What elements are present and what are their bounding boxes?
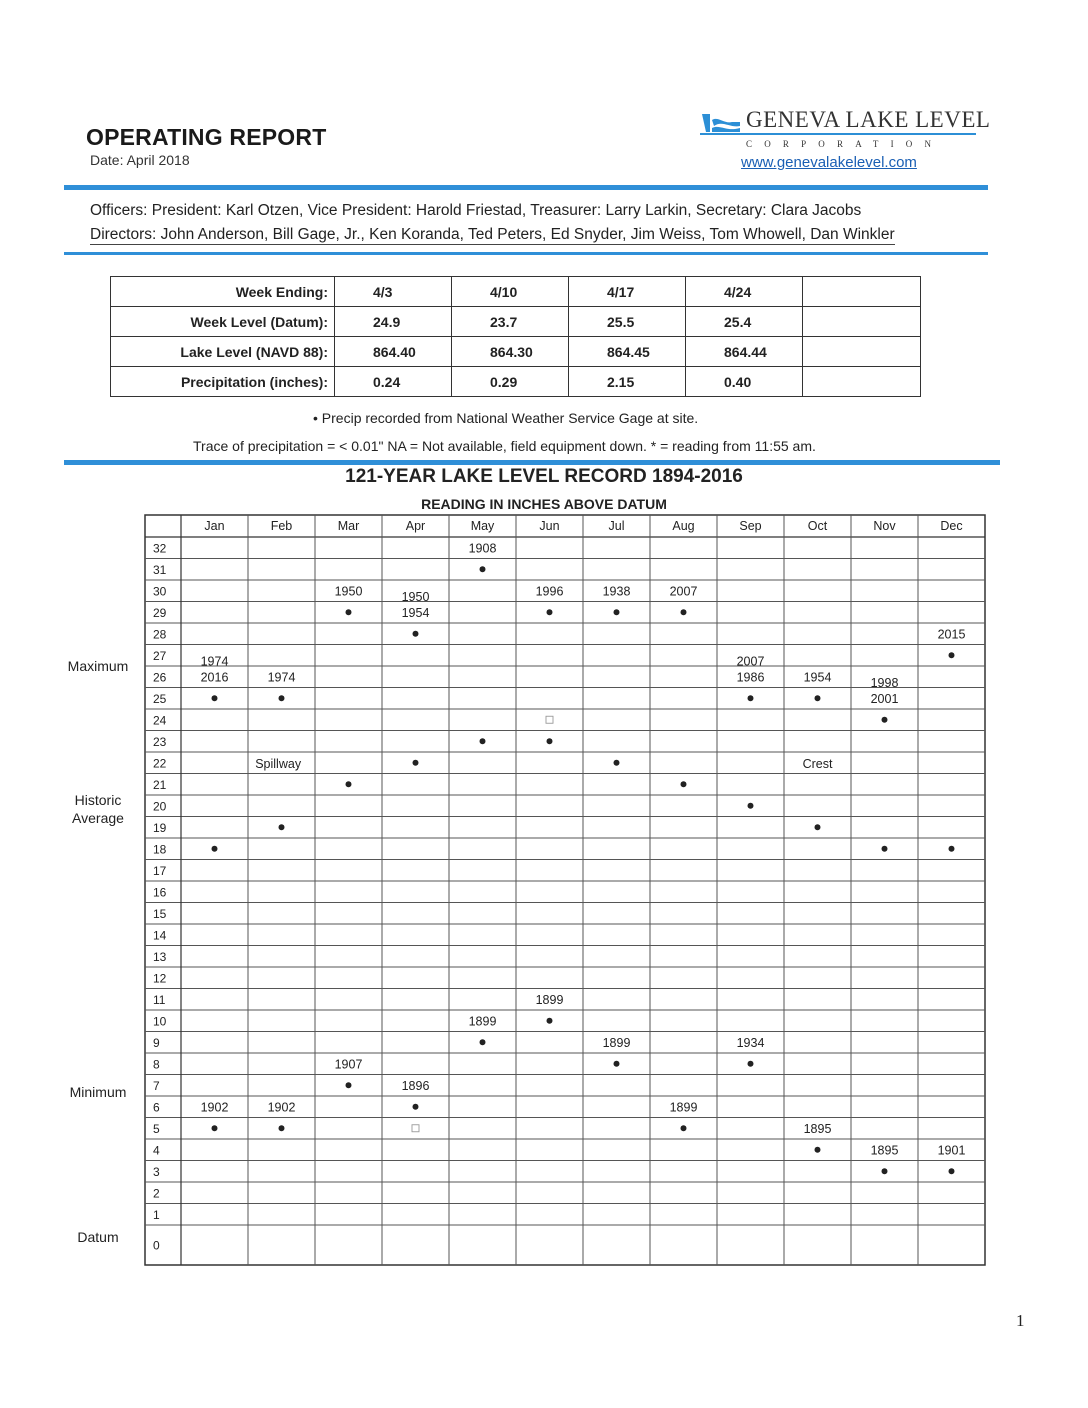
level-label: 32 — [153, 541, 167, 556]
average-dot — [480, 738, 486, 744]
level-label: 1 — [153, 1207, 160, 1222]
level-label: 10 — [153, 1014, 167, 1029]
table-cell: 2.15 — [569, 367, 686, 397]
minimum-year: 1934 — [736, 1036, 765, 1050]
current-reading-marker — [546, 716, 553, 723]
report-date: Date: April 2018 — [90, 152, 190, 168]
trace-note: Trace of precipitation = < 0.01" NA = Not available, field equipment down. * = reading from 11:55 am. — [193, 438, 816, 454]
row-label: Precipitation (inches): — [111, 367, 335, 397]
minimum-year: 1901 — [937, 1143, 966, 1158]
level-label: 31 — [153, 562, 167, 577]
minimum-label: Minimum — [69, 1084, 127, 1100]
level-label: 18 — [153, 842, 167, 857]
maximum-year: 1950 — [334, 584, 363, 599]
average-dot — [614, 760, 620, 766]
month-header: Jul — [608, 519, 625, 533]
page-number: 1 — [1016, 1311, 1025, 1330]
minimum-year: 1895 — [803, 1122, 832, 1136]
maximum-year: 2001 — [870, 692, 899, 706]
maximum-dot — [681, 609, 687, 615]
minimum-dot — [882, 1168, 888, 1174]
level-label: 14 — [153, 928, 167, 943]
month-header: Oct — [807, 519, 828, 533]
minimum-year: 1895 — [870, 1143, 899, 1158]
average-dot — [212, 846, 218, 852]
level-label: 2 — [153, 1186, 160, 1201]
minimum-year: 1907 — [334, 1057, 363, 1072]
month-header: May — [470, 519, 495, 533]
maximum-dot — [212, 695, 218, 701]
maximum-dot — [949, 652, 955, 658]
average-dot — [413, 760, 419, 766]
minimum-dot — [815, 1147, 821, 1153]
page-title: OPERATING REPORT — [86, 124, 327, 150]
table-cell: 4/3 — [335, 277, 452, 307]
level-label: 24 — [153, 713, 167, 728]
level-label: 4 — [153, 1143, 160, 1158]
level-label: 30 — [153, 584, 167, 599]
maximum-year: 2007 — [736, 654, 765, 669]
table-cell: 0.29 — [452, 367, 569, 397]
minimum-dot — [547, 1018, 553, 1024]
maximum-dot — [346, 609, 352, 615]
row-label: Week Level (Datum): — [111, 307, 335, 337]
maximum-year: 1950 — [401, 590, 430, 604]
level-label: 21 — [153, 777, 167, 792]
minimum-dot — [413, 1104, 419, 1110]
table-cell: 0.40 — [686, 367, 803, 397]
month-header: Jun — [539, 519, 560, 533]
officers-line: Officers: President: Karl Otzen, Vice President: Harold Friestad, Treasurer: Larry Larkin, Secretary: Clara Jacobs — [90, 202, 862, 219]
chart-subtitle: READING IN INCHES ABOVE DATUM — [421, 496, 667, 512]
maximum-year: 2015 — [937, 627, 966, 642]
month-header: Aug — [672, 519, 695, 533]
level-label: 5 — [153, 1121, 160, 1136]
level-label: 22 — [153, 756, 167, 771]
average-dot — [949, 846, 955, 852]
grid-frame — [145, 515, 985, 1265]
table-cell: 864.45 — [569, 337, 686, 367]
minimum-dot — [681, 1125, 687, 1131]
minimum-year: 1902 — [267, 1100, 296, 1115]
average-dot — [681, 781, 687, 787]
table-cell: 24.9 — [335, 307, 452, 337]
table-cell: 25.4 — [686, 307, 803, 337]
month-header: Sep — [739, 519, 762, 533]
maximum-year: 1996 — [535, 584, 564, 599]
month-header: Nov — [873, 519, 896, 533]
maximum-dot — [480, 566, 486, 572]
maximum-dot — [547, 609, 553, 615]
month-header: Feb — [270, 519, 293, 533]
level-label: 7 — [153, 1078, 160, 1093]
minimum-dot — [480, 1039, 486, 1045]
minimum-dot — [748, 1061, 754, 1067]
maximum-label: Maximum — [67, 658, 129, 674]
maximum-dot — [614, 609, 620, 615]
minimum-year: 1896 — [401, 1079, 430, 1093]
row-label: Lake Level (NAVD 88): — [111, 337, 335, 367]
maximum-dot — [413, 631, 419, 637]
directors-line: Directors: John Anderson, Bill Gage, Jr., Ken Koranda, Ted Peters, Ed Snyder, Jim Weiss, Tom Whowell, Dan Winkler — [90, 226, 895, 243]
maximum-year: 1998 — [870, 676, 899, 690]
table-cell: 864.30 — [452, 337, 569, 367]
minimum-year: 1902 — [200, 1100, 229, 1115]
average-dot — [882, 846, 888, 852]
historic-average-label: Historic Average — [72, 792, 124, 826]
maximum-year: 2016 — [200, 670, 229, 685]
table-cell: 4/24 — [686, 277, 803, 307]
table-cell: 25.5 — [569, 307, 686, 337]
minimum-year: 1899 — [468, 1014, 497, 1029]
level-label: 11 — [153, 992, 166, 1007]
table-cell: 0.24 — [335, 367, 452, 397]
month-header: Mar — [337, 519, 360, 533]
maximum-dot — [882, 717, 888, 723]
crest-annotation: Crest — [802, 756, 833, 771]
level-label: 8 — [153, 1057, 160, 1072]
level-label: 25 — [153, 691, 167, 706]
level-label: 26 — [153, 670, 167, 685]
average-dot — [815, 824, 821, 830]
table-cell: 4/17 — [569, 277, 686, 307]
level-label: 17 — [153, 863, 167, 878]
logo-subtitle: CORPORATION — [746, 139, 944, 149]
minimum-dot — [949, 1168, 955, 1174]
maximum-dot — [815, 695, 821, 701]
level-label: 19 — [153, 820, 167, 835]
maximum-dot — [748, 695, 754, 701]
month-header: Apr — [405, 519, 426, 533]
chart-title: 121-YEAR LAKE LEVEL RECORD 1894-2016 — [345, 466, 743, 487]
level-label: 6 — [153, 1100, 160, 1115]
level-label: 15 — [153, 906, 167, 921]
spillway-annotation: Spillway — [255, 756, 302, 771]
average-dot — [748, 803, 754, 809]
minimum-year: 1899 — [535, 993, 564, 1007]
month-header: Dec — [940, 519, 963, 533]
maximum-year: 2007 — [669, 584, 698, 599]
level-label: 23 — [153, 734, 167, 749]
average-dot — [279, 824, 285, 830]
minimum-dot — [614, 1061, 620, 1067]
table-cell: 23.7 — [452, 307, 569, 337]
minimum-dot — [212, 1125, 218, 1131]
maximum-year: 1974 — [267, 670, 296, 685]
table-cell: 864.40 — [335, 337, 452, 367]
minimum-year: 1899 — [602, 1036, 631, 1050]
average-dot — [547, 738, 553, 744]
table-cell: 4/10 — [452, 277, 569, 307]
level-label: 20 — [153, 799, 167, 814]
maximum-year: 1974 — [200, 654, 229, 669]
level-label: 0 — [153, 1238, 160, 1253]
logo-name: GENEVA LAKE LEVEL — [746, 107, 991, 132]
level-label: 12 — [153, 971, 167, 986]
row-label: Week Ending: — [111, 277, 335, 307]
maximum-year: 1908 — [468, 541, 497, 556]
website-link[interactable]: www.genevalakelevel.com — [741, 154, 917, 171]
minimum-year: 1899 — [669, 1100, 698, 1115]
minimum-dot — [346, 1082, 352, 1088]
level-label: 9 — [153, 1035, 160, 1050]
maximum-year: 1954 — [803, 670, 832, 685]
level-label: 13 — [153, 949, 167, 964]
precip-note: • Precip recorded from National Weather Service Gage at site. — [313, 410, 699, 426]
level-label: 3 — [153, 1164, 160, 1179]
average-dot — [346, 781, 352, 787]
table-cell: 864.44 — [686, 337, 803, 367]
level-label: 16 — [153, 885, 167, 900]
level-label: 28 — [153, 627, 167, 642]
minimum-dot — [279, 1125, 285, 1131]
maximum-year: 1938 — [602, 584, 631, 599]
month-header: Jan — [204, 519, 225, 533]
current-reading-marker — [412, 1125, 419, 1132]
maximum-dot — [279, 695, 285, 701]
level-label: 27 — [153, 648, 167, 663]
level-label: 29 — [153, 605, 167, 620]
maximum-year: 1954 — [401, 606, 430, 620]
maximum-year: 1986 — [736, 670, 765, 685]
datum-label: Datum — [77, 1229, 119, 1245]
